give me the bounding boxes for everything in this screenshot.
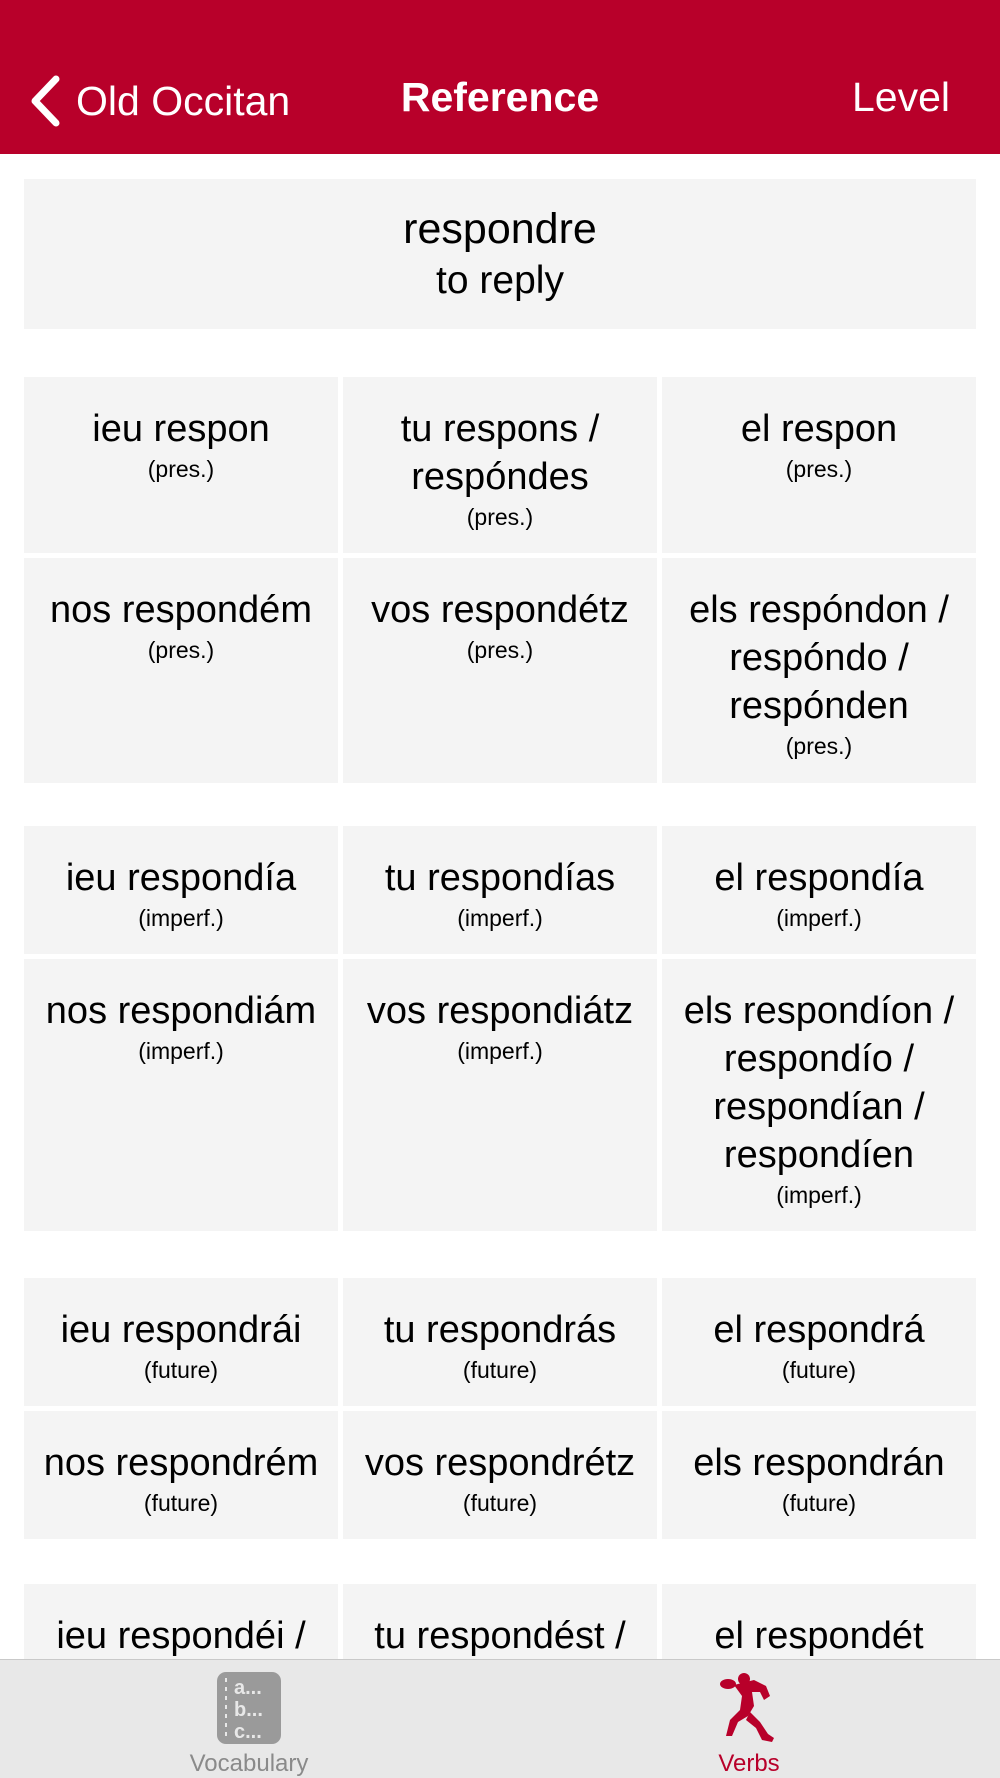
- verb-form: el respondía: [714, 857, 924, 899]
- tab-vocabulary[interactable]: [149, 1660, 349, 1778]
- verb-form: vos respondrétz: [364, 1442, 636, 1484]
- tense-label: (imperf.): [138, 905, 224, 931]
- svg-text:a...: a...: [234, 1677, 262, 1699]
- conjugation-cell: [662, 558, 976, 783]
- verb-form: tu respondías: [384, 857, 616, 899]
- svg-text:c...: c...: [234, 1721, 262, 1743]
- tense-label: (future): [781, 1357, 857, 1383]
- conjugation-cell: [24, 826, 338, 954]
- tense-label: (future): [781, 1490, 857, 1516]
- conjugation-cell: [662, 1278, 976, 1406]
- tense-label: (pres.): [147, 456, 215, 482]
- verb-form: ieu respon: [92, 408, 270, 450]
- verb-form: ieu respondía: [65, 857, 297, 899]
- future-tense-grid: [24, 1278, 976, 1539]
- conjugation-cell: [343, 558, 657, 783]
- tense-label: (pres.): [785, 733, 853, 759]
- conjugation-cell: [662, 959, 976, 1231]
- verb-form: nos respondiám: [45, 990, 317, 1032]
- conjugation-cell: [662, 826, 976, 954]
- conjugation-cell: [343, 959, 657, 1231]
- conjugation-content[interactable]: [0, 154, 1000, 1659]
- verb-form: ieu respondrái: [60, 1309, 302, 1351]
- tense-label: (future): [143, 1357, 219, 1383]
- conjugation-cell: [24, 558, 338, 783]
- discus-thrower-icon: [714, 1670, 784, 1746]
- verb-form: el respon: [740, 408, 898, 450]
- back-button-label: Old Occitan: [76, 77, 291, 124]
- conjugation-cell: [343, 1278, 657, 1406]
- verb-header: [24, 179, 976, 329]
- tense-label: (imperf.): [776, 905, 862, 931]
- conjugation-cell: [24, 959, 338, 1231]
- conjugation-cell: [24, 1411, 338, 1539]
- tab-verbs-label: Verbs: [718, 1750, 780, 1777]
- verb-form: tu respons / respóndes: [400, 408, 600, 498]
- tense-label: (future): [462, 1490, 538, 1516]
- verb-meaning: to reply: [436, 259, 564, 302]
- verb-infinitive: respondre: [403, 205, 597, 253]
- present-tense-grid: [24, 377, 976, 783]
- abc-list-icon: [214, 1670, 284, 1746]
- imperfect-tense-grid: [24, 826, 976, 1231]
- verb-form: ieu respondéi /: [56, 1615, 306, 1657]
- back-button[interactable]: [28, 70, 290, 132]
- tense-label: (imperf.): [457, 1038, 543, 1064]
- conjugation-cell: [343, 826, 657, 954]
- verb-form: el respondrá: [713, 1309, 925, 1351]
- verb-form: els respondíon / respondío / respondían / respondíen: [683, 990, 955, 1176]
- tense-label: (imperf.): [457, 905, 543, 931]
- verb-form: tu respondést /: [374, 1615, 626, 1657]
- chevron-left-icon: [28, 75, 62, 127]
- page-title: Reference: [400, 74, 600, 120]
- conjugation-cell: [24, 1584, 338, 1659]
- verb-form: els respóndon / respóndo / respónden: [689, 589, 949, 727]
- tense-label: (imperf.): [138, 1038, 224, 1064]
- verb-form: nos respondrém: [43, 1442, 319, 1484]
- level-button[interactable]: Level: [851, 74, 950, 120]
- verb-form: nos respondém: [50, 589, 312, 631]
- conjugation-cell: [343, 1411, 657, 1539]
- verb-form: el respondét: [714, 1615, 924, 1657]
- conjugation-cell: [24, 377, 338, 553]
- navigation-bar: [0, 0, 1000, 154]
- verb-form: vos respondiátz: [366, 990, 634, 1032]
- tab-bar: [0, 1659, 1000, 1778]
- tense-label: (pres.): [147, 637, 215, 663]
- tab-vocabulary-label: Vocabulary: [189, 1750, 309, 1777]
- svg-text:b...: b...: [234, 1699, 263, 1721]
- preterite-tense-grid: [24, 1584, 976, 1659]
- tab-verbs[interactable]: [649, 1660, 849, 1778]
- tense-label: (pres.): [466, 504, 534, 530]
- tense-label: (imperf.): [776, 1182, 862, 1208]
- verb-form: els respondrán: [693, 1442, 945, 1484]
- conjugation-cell: [662, 377, 976, 553]
- conjugation-cell: [343, 1584, 657, 1659]
- tense-label: (pres.): [466, 637, 534, 663]
- tense-label: (future): [143, 1490, 219, 1516]
- verb-form: tu respondrás: [383, 1309, 617, 1351]
- conjugation-cell: [662, 1584, 976, 1659]
- tense-label: (pres.): [785, 456, 853, 482]
- conjugation-cell: [662, 1411, 976, 1539]
- tense-label: (future): [462, 1357, 538, 1383]
- conjugation-cell: [343, 377, 657, 553]
- conjugation-cell: [24, 1278, 338, 1406]
- verb-form: vos respondétz: [371, 589, 629, 631]
